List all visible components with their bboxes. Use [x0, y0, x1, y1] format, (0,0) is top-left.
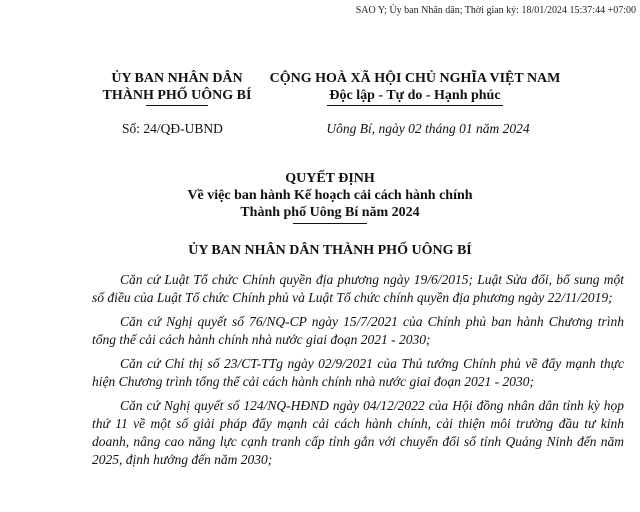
place-and-date: Uông Bí, ngày 02 tháng 01 năm 2024 — [326, 121, 530, 136]
title-line1: Về việc ban hành Kế hoạch cải cách hành chính — [187, 188, 473, 203]
paragraph: Căn cứ Nghị quyết số 76/NQ-CP ngày 15/7/2021 của Chính phủ ban hành Chương trình tổng thể cải cách hành chính nhà nước giai đoạn 2021 - 2030; — [92, 314, 624, 347]
paragraph: Căn cứ Luật Tổ chức Chính quyền địa phương ngày 19/6/2015; Luật Sửa đổi, bổ sung một số điều của Luật Tổ chức Chính phủ và Luật Tổ chức chính quyền địa phương ngày 22/11/2019; — [92, 272, 624, 305]
document-title — [80, 170, 580, 224]
title-underline — [293, 223, 367, 224]
org-name-line1: ỦY BAN NHÂN DÂN — [111, 71, 243, 86]
issuing-organization — [92, 70, 262, 106]
paragraph: Căn cứ Chỉ thị số 23/CT-TTg ngày 02/9/2021 của Thủ tướng Chính phủ về đẩy mạnh thực hiện Chương trình tổng thể cải cách hành chính nhà nước giai đoạn 2021 - 2030; — [92, 356, 624, 389]
org-underline — [146, 105, 208, 106]
legal-basis — [92, 271, 624, 475]
nation-name: CỘNG HOÀ XÃ HỘI CHỦ NGHĨA VIỆT NAM — [269, 71, 561, 86]
digital-signature-stamp: SAO Y; Ủy ban Nhân dân; Thời gian ký: 18/01/2024 15:37:44 +07:00 — [355, 5, 636, 16]
document-type: QUYẾT ĐỊNH — [285, 171, 375, 186]
nation-motto: Độc lập - Tự do - Hạnh phúc — [329, 88, 501, 103]
issuing-authority: ỦY BAN NHÂN DÂN THÀNH PHỐ UÔNG BÍ — [188, 243, 472, 258]
document-number: Số: 24/QĐ-UBND — [122, 121, 223, 136]
national-motto — [262, 70, 568, 106]
org-name-line2: THÀNH PHỐ UÔNG BÍ — [102, 88, 252, 103]
motto-underline — [327, 105, 503, 106]
paragraph: Căn cứ Nghị quyết số 124/NQ-HĐND ngày 04/12/2022 của Hội đồng nhân dân tỉnh kỳ họp thứ 11 về một số giải pháp đẩy mạnh cải cách hành chính, cải thiện môi trường đầu tư kinh doanh, nâng cao năng lực cạnh tranh cấp tỉnh gắn với chuyển đổi số tỉnh Quảng Ninh đến năm 2025, định hướng đến năm 2030; — [92, 398, 624, 467]
title-line2: Thành phố Uông Bí năm 2024 — [240, 205, 420, 220]
